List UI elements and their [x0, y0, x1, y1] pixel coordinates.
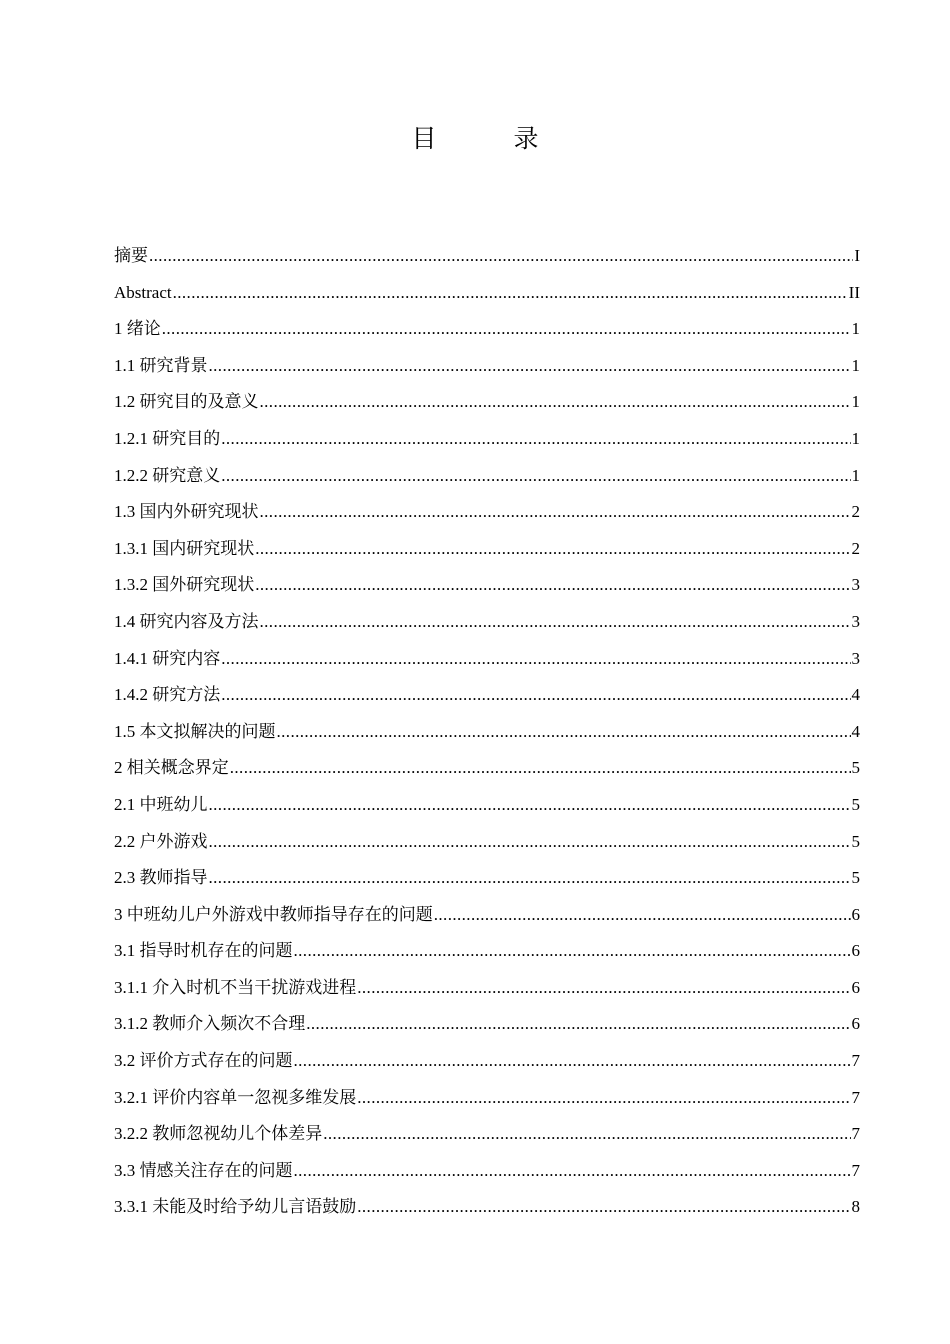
toc-entry[interactable] [114, 933, 860, 970]
toc-entry-label: 1.1 研究背景 [114, 355, 208, 375]
toc-entry-page-number: 6 [851, 1014, 860, 1034]
toc-entry[interactable] [114, 567, 860, 604]
toc-entry[interactable] [114, 824, 860, 861]
toc-dot-leader [357, 1080, 850, 1117]
toc-entry[interactable] [114, 1116, 860, 1153]
toc-dot-leader [221, 641, 850, 678]
toc-dot-leader [357, 970, 850, 1007]
toc-entry-label: 1.4.1 研究内容 [114, 648, 221, 668]
toc-entry-page-number: II [848, 282, 860, 302]
toc-entry[interactable] [114, 714, 860, 751]
toc-entry-page-number: 6 [851, 904, 860, 924]
toc-entry[interactable] [114, 1080, 860, 1117]
toc-entry-label: 2.1 中班幼儿 [114, 794, 208, 814]
toc-entry[interactable] [114, 750, 860, 787]
toc-entry-label: 3.1.2 教师介入频次不合理 [114, 1014, 306, 1034]
toc-dot-leader [294, 1153, 851, 1190]
toc-entry-page-number: 7 [851, 1124, 860, 1144]
toc-entry-label: 1.4.2 研究方法 [114, 685, 221, 705]
toc-dot-leader [306, 1006, 850, 1043]
toc-entry[interactable] [114, 384, 860, 421]
toc-dot-leader [260, 384, 851, 421]
toc-dot-leader [221, 421, 850, 458]
toc-dot-leader [434, 897, 851, 934]
toc-dot-leader [260, 604, 851, 641]
toc-entry-label: 2.3 教师指导 [114, 868, 208, 888]
toc-entry[interactable] [114, 604, 860, 641]
toc-entry-label: 1.2 研究目的及意义 [114, 392, 259, 412]
toc-entry[interactable] [114, 970, 860, 1007]
toc-entry[interactable] [114, 421, 860, 458]
toc-entry[interactable] [114, 275, 860, 312]
toc-entry-page-number: 3 [851, 575, 860, 595]
toc-entry[interactable] [114, 1006, 860, 1043]
toc-entry-page-number: 4 [851, 721, 860, 741]
toc-entry-label: 2 相关概念界定 [114, 758, 229, 778]
toc-dot-leader [255, 567, 850, 604]
toc-entry-page-number: 5 [851, 758, 860, 778]
toc-dot-leader [209, 824, 851, 861]
toc-entry-label: 3.3.1 未能及时给予幼儿言语鼓励 [114, 1197, 357, 1217]
toc-entry-label: 1.2.2 研究意义 [114, 465, 221, 485]
toc-entry-page-number: 1 [851, 392, 860, 412]
toc-entry-page-number: 3 [851, 648, 860, 668]
toc-entry-label: 1.5 本文拟解决的问题 [114, 721, 276, 741]
toc-entry[interactable] [114, 897, 860, 934]
toc-entry-page-number: 1 [851, 465, 860, 485]
toc-entry[interactable] [114, 641, 860, 678]
toc-entry[interactable] [114, 1153, 860, 1190]
toc-title: 目 录 [411, 124, 565, 153]
toc-entry-page-number: 5 [851, 794, 860, 814]
toc-entry-page-number: 6 [851, 977, 860, 997]
toc-entry-label: 3.1.1 介入时机不当干扰游戏进程 [114, 977, 357, 997]
toc-dot-leader [323, 1116, 850, 1153]
toc-entry-page-number: 4 [851, 685, 860, 705]
toc-dot-leader [209, 787, 851, 824]
toc-entry-page-number: 5 [851, 868, 860, 888]
toc-entry-page-number: 5 [851, 831, 860, 851]
toc-entry-label: 3.1 指导时机存在的问题 [114, 941, 293, 961]
toc-dot-leader [230, 750, 851, 787]
toc-dot-leader [294, 1043, 851, 1080]
toc-entry[interactable] [114, 860, 860, 897]
toc-entry-page-number: 2 [851, 502, 860, 522]
toc-dot-leader [294, 933, 851, 970]
toc-entry-page-number: 7 [851, 1160, 860, 1180]
toc-entry-page-number: 1 [851, 355, 860, 375]
toc-entry[interactable] [114, 1043, 860, 1080]
toc-entry-label: 1.3.1 国内研究现状 [114, 538, 255, 558]
toc-entry-label: 1.4 研究内容及方法 [114, 611, 259, 631]
toc-entry[interactable] [114, 458, 860, 495]
toc-dot-leader [357, 1189, 850, 1226]
toc-entry-page-number: 6 [851, 941, 860, 961]
toc-list [114, 238, 860, 1226]
toc-entry-label: 3 中班幼儿户外游戏中教师指导存在的问题 [114, 904, 433, 924]
toc-dot-leader [149, 238, 853, 275]
toc-dot-leader [221, 458, 850, 495]
toc-entry-page-number: 3 [851, 611, 860, 631]
toc-entry-label: 1 绪论 [114, 319, 161, 339]
toc-entry-label: 3.2.2 教师忽视幼儿个体差异 [114, 1124, 323, 1144]
toc-entry[interactable] [114, 677, 860, 714]
toc-entry-page-number: 2 [851, 538, 860, 558]
toc-entry[interactable] [114, 311, 860, 348]
toc-entry-label: 1.2.1 研究目的 [114, 428, 221, 448]
toc-entry[interactable] [114, 494, 860, 531]
toc-entry[interactable] [114, 1189, 860, 1226]
toc-entry-label: 摘要 [114, 246, 148, 265]
toc-entry-page-number: 7 [851, 1051, 860, 1071]
toc-dot-leader [255, 531, 850, 568]
toc-entry[interactable] [114, 531, 860, 568]
toc-dot-leader [173, 275, 848, 312]
toc-entry-label: Abstract [114, 282, 172, 302]
toc-dot-leader [162, 311, 851, 348]
toc-entry[interactable] [114, 787, 860, 824]
toc-entry-label: 3.2 评价方式存在的问题 [114, 1051, 293, 1071]
toc-entry-label: 3.3 情感关注存在的问题 [114, 1160, 293, 1180]
toc-dot-leader [221, 677, 850, 714]
toc-entry-label: 1.3 国内外研究现状 [114, 502, 259, 522]
toc-entry-page-number: I [854, 246, 860, 265]
toc-entry-page-number: 1 [851, 428, 860, 448]
toc-entry[interactable] [114, 348, 860, 385]
toc-entry-label: 3.2.1 评价内容单一忽视多维发展 [114, 1087, 357, 1107]
toc-entry-page-number: 7 [851, 1087, 860, 1107]
toc-entry-label: 2.2 户外游戏 [114, 831, 208, 851]
toc-entry-page-number: 8 [851, 1197, 860, 1217]
toc-entry[interactable] [114, 238, 860, 275]
toc-dot-leader [209, 348, 851, 385]
toc-entry-page-number: 1 [851, 319, 860, 339]
toc-dot-leader [209, 860, 851, 897]
toc-dot-leader [277, 714, 851, 751]
toc-entry-label: 1.3.2 国外研究现状 [114, 575, 255, 595]
toc-dot-leader [260, 494, 851, 531]
